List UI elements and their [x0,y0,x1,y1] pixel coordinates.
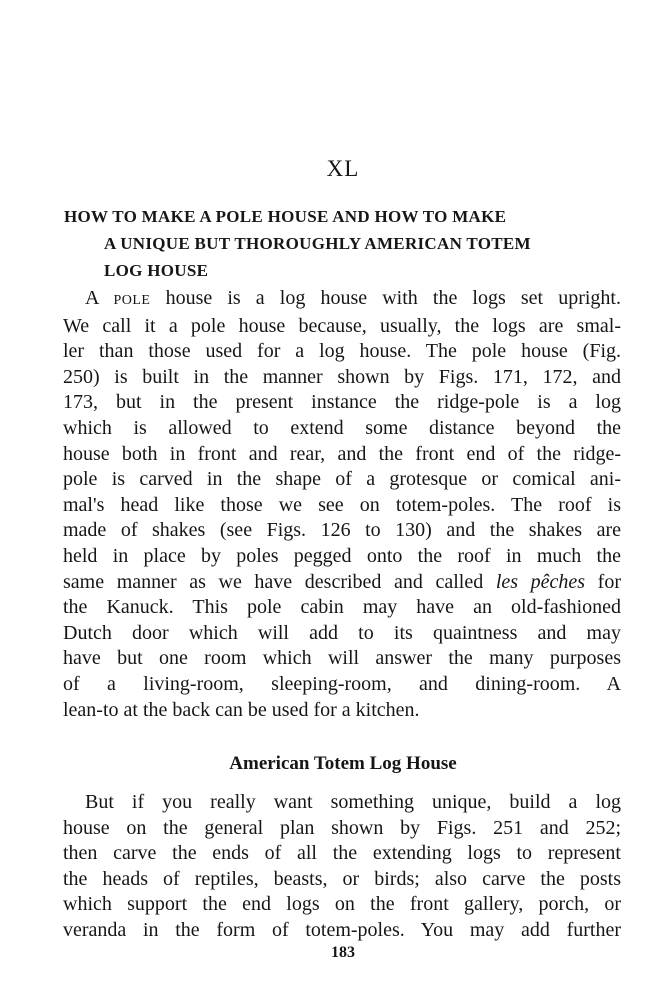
text-line: held in place by poles pegged onto the roof in much the [63,544,621,567]
text-fragment: same manner as we have described and called [63,570,496,593]
title-line: HOW TO MAKE A POLE HOUSE AND HOW TO MAKE [64,207,507,226]
text-fragment: house is a log house with the logs set upright. [150,287,621,309]
text-line: which is allowed to extend some distance beyond the [63,416,621,439]
text-line: house on the general plan shown by Figs. 251 and 252; [63,816,621,839]
text-line [63,286,621,314]
text-line: then carve the ends of all the extending logs to represent [63,842,621,865]
text-line [63,570,621,596]
page-number: 183 [331,944,355,961]
chapter-title [64,203,624,284]
section-subheading: American Totem Log House [229,753,457,774]
small-caps-word: POLE [113,293,151,308]
text-line: But if you really want something unique, build a log [85,791,621,813]
text-line: veranda in the form of totem-poles. You may add further [63,918,621,941]
title-line: LOG HOUSE [104,261,209,280]
text-line: the Kanuck. This pole cabin may have an old-fashioned [63,596,621,619]
title-line: A UNIQUE BUT THOROUGHLY AMERICAN TOTEM [104,234,531,253]
text-line: We call it a pole house because, usually, the logs are smal- [63,314,621,337]
text-line: pole is carved in the shape of a grotesque or comical ani- [63,468,621,491]
paragraph-totem-house [63,790,621,944]
text-line: lean-to at the back can be used for a kitchen. [63,698,420,721]
text-line: 250) is built in the manner shown by Figs. 171, 172, and [63,365,621,388]
text-line: made of shakes (see Figs. 126 to 130) and the shakes are [63,519,621,542]
chapter-number: XL [326,156,360,181]
text-line: which support the end logs on the front gallery, porch, or [63,893,621,916]
text-line: have but one room which will answer the many purposes [63,647,621,670]
italic-phrase: les pêches [495,570,586,593]
text-line: of a living-room, sleeping-room, and dining-room. A [63,672,621,695]
text-line: mal's head like those we see on totem-poles. The roof is [63,493,621,516]
text-fragment: for [585,570,621,593]
text-line: house both in front and rear, and the front end of the ridge- [63,442,621,465]
text-line: Dutch door which will add to its quaintness and may [63,621,621,644]
text-line: 173, but in the present instance the ridge-pole is a log [63,391,621,414]
text-line: ler than those used for a log house. The pole house (Fig. [63,340,621,363]
text-line: the heads of reptiles, beasts, or birds; also carve the posts [63,867,621,890]
paragraph-pole-house [63,286,621,723]
text-fragment: A [85,287,114,309]
